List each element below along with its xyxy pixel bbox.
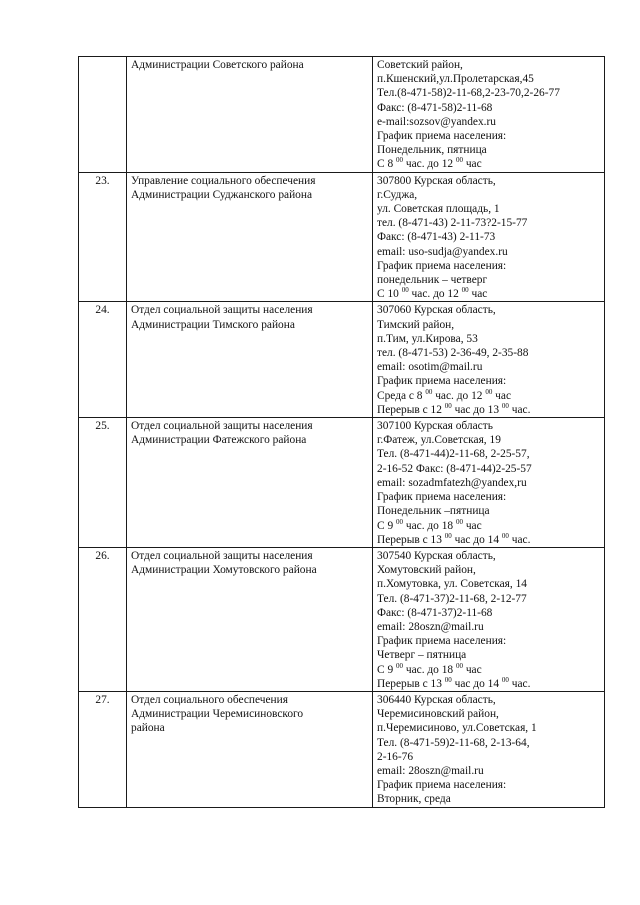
contact-text: час до 14: [451, 533, 502, 546]
contact-text: Советский район,: [377, 59, 463, 71]
time-minutes: 00: [396, 517, 403, 526]
organization-line: Отдел социальной защиты населения: [131, 549, 313, 562]
organization-line: Администрации Тимского района: [131, 318, 295, 331]
contact-line: [377, 188, 600, 202]
contact-text: час.: [508, 533, 531, 546]
contact-text: час.: [508, 677, 531, 690]
contact-line: [377, 389, 600, 403]
table-row: [79, 691, 605, 807]
contact-line: [377, 490, 600, 504]
contact-text: п.Тим, ул.Кирова, 53: [377, 332, 478, 345]
contact-details: [373, 302, 605, 418]
contact-line: [377, 58, 600, 72]
contact-text: Тел.(8-471-58)2-11-68,2-23-70,2-26-77: [377, 87, 560, 100]
contact-text: Хомутовский район,: [377, 564, 476, 577]
contact-line: [377, 346, 600, 360]
time-minutes: 00: [444, 675, 452, 684]
contact-line: [377, 764, 600, 778]
contact-line: [377, 72, 600, 86]
contact-line: [377, 663, 600, 677]
contact-line: [377, 778, 600, 792]
contact-text: 307100 Курская область: [377, 420, 493, 433]
contact-text: час. до 18: [403, 519, 456, 532]
organization-name: [127, 691, 373, 807]
contact-line: [377, 129, 600, 143]
contact-text: 307060 Курская область,: [377, 304, 496, 317]
time-minutes: 00: [444, 531, 452, 540]
contact-details: [373, 418, 605, 548]
contact-line: [377, 577, 600, 591]
contact-line: [377, 606, 600, 620]
contact-line: [377, 677, 600, 691]
contact-text: Тимский район,: [377, 318, 455, 331]
contact-text: Тел. (8-471-44)2-11-68, 2-25-57,: [377, 448, 530, 461]
contact-text: email: uso-sudja@yandex.ru: [377, 245, 508, 258]
contact-text: тел. (8-471-53) 2-36-49, 2-35-88: [377, 347, 529, 360]
organization-line: Администрации Черемисиновского: [131, 708, 304, 721]
contact-text: г.Суджа,: [377, 188, 418, 201]
table-row: [79, 57, 605, 173]
contact-line: [377, 563, 600, 577]
contact-line: [377, 721, 600, 735]
contact-text: email: 28oszn@mail.ru: [377, 764, 484, 777]
row-number: [79, 57, 127, 173]
contact-line: [377, 101, 600, 115]
contact-text: ул. Советская площадь, 1: [377, 203, 500, 216]
contact-text: час: [462, 519, 482, 532]
table-row: [79, 418, 605, 548]
organization-line: Отдел социальной защиты населения: [131, 304, 313, 317]
contact-line: [377, 592, 600, 606]
organization-name: [127, 547, 373, 691]
contact-details: [373, 172, 605, 302]
contact-text: График приема населения:: [377, 375, 507, 388]
contact-text: п.Кшенский,ул.Пролетарская,45: [377, 73, 534, 86]
table-row: [79, 172, 605, 302]
time-minutes: 00: [455, 661, 463, 670]
contact-text: 307800 Курская область,: [377, 174, 496, 187]
offices-table: [78, 56, 605, 808]
contact-text: Вторник, среда: [377, 793, 451, 806]
contact-line: [377, 419, 600, 433]
contact-text: График приема населения:: [377, 130, 507, 143]
organization-name: [127, 172, 373, 302]
contact-text: тел. (8-471-43) 2-11-73?2-15-77: [377, 217, 528, 230]
contact-text: С 9: [377, 663, 396, 676]
row-number: 24.: [79, 302, 127, 418]
contact-details: [373, 547, 605, 691]
organization-line: Администрации Советского района: [131, 59, 304, 71]
offices-table-body: [79, 57, 605, 808]
row-number: 25.: [79, 418, 127, 548]
contact-text: час. до 18: [403, 663, 456, 676]
time-minutes: 00: [485, 387, 493, 396]
time-minutes: 00: [455, 517, 463, 526]
contact-details: [373, 57, 605, 173]
contact-text: Факс: (8-471-58)2-11-68: [377, 101, 493, 114]
contact-text: Тел. (8-471-59)2-11-68, 2-13-64,: [377, 736, 530, 749]
time-minutes: 00: [501, 531, 509, 540]
contact-text: Четверг – пятница: [377, 649, 467, 662]
time-minutes: 00: [461, 286, 469, 295]
contact-text: Факс: (8-471-43) 2-11-73: [377, 231, 496, 244]
organization-line: района: [131, 722, 165, 735]
organization-name: [127, 57, 373, 173]
contact-text: Черемисиновский район,: [377, 708, 499, 721]
contact-text: час: [468, 288, 488, 301]
table-row: [79, 547, 605, 691]
contact-line: [377, 287, 600, 301]
contact-line: [377, 174, 600, 188]
contact-text: час: [462, 663, 482, 676]
contact-line: [377, 230, 600, 244]
contact-line: [377, 374, 600, 388]
organization-name: [127, 302, 373, 418]
time-minutes: 00: [401, 286, 409, 295]
contact-text: С 10: [377, 288, 402, 301]
time-minutes: 00: [396, 661, 403, 670]
contact-text: Среда с 8: [377, 389, 426, 402]
contact-text: час. до 12: [403, 158, 456, 171]
contact-line: [377, 620, 600, 634]
contact-line: [377, 504, 600, 518]
contact-text: Перерыв с 13: [377, 677, 445, 690]
organization-line: Администрации Фатежского района: [131, 434, 307, 447]
table-row: [79, 302, 605, 418]
contact-text: Перерыв с 12: [377, 403, 445, 416]
contact-line: [377, 86, 600, 100]
contact-line: [377, 259, 600, 273]
contact-line: [377, 476, 600, 490]
contact-text: Тел. (8-471-37)2-11-68, 2-12-77: [377, 592, 527, 605]
contact-line: [377, 549, 600, 563]
time-minutes: 00: [501, 675, 509, 684]
contact-text: График приема населения:: [377, 779, 507, 792]
organization-line: Администрации Суджанского района: [131, 188, 313, 201]
contact-text: п.Хомутовка, ул. Советская, 14: [377, 578, 527, 591]
contact-line: [377, 648, 600, 662]
contact-line: [377, 403, 600, 417]
contact-line: [377, 332, 600, 346]
contact-text: час: [462, 158, 482, 171]
organization-line: Управление социального обеспечения: [131, 174, 316, 187]
organization-line: Отдел социальной защиты населения: [131, 420, 313, 433]
time-minutes: 00: [455, 156, 463, 165]
contact-text: email: sozadmfatezh@yandex,ru: [377, 476, 527, 489]
contact-line: [377, 318, 600, 332]
contact-line: [377, 115, 600, 129]
contact-line: [377, 303, 600, 317]
organization-name: [127, 418, 373, 548]
contact-text: Понедельник, пятница: [377, 144, 487, 157]
contact-details: [373, 691, 605, 807]
contact-line: [377, 736, 600, 750]
contact-line: [377, 447, 600, 461]
row-number: 26.: [79, 547, 127, 691]
time-minutes: 00: [396, 156, 403, 165]
contact-text: Перерыв с 13: [377, 533, 445, 546]
contact-line: [377, 157, 600, 171]
contact-line: [377, 216, 600, 230]
contact-line: [377, 433, 600, 447]
contact-text: График приема населения:: [377, 259, 507, 272]
contact-text: График приема населения:: [377, 635, 507, 648]
row-number: 23.: [79, 172, 127, 302]
contact-line: [377, 792, 600, 806]
contact-line: [377, 707, 600, 721]
time-minutes: 00: [444, 401, 452, 410]
contact-text: час. до 12: [408, 288, 462, 301]
contact-text: 306440 Курская область,: [377, 693, 496, 706]
contact-line: [377, 360, 600, 374]
contact-text: п.Черемисиново, ул.Советская, 1: [377, 722, 537, 735]
contact-text: час до 14: [451, 677, 502, 690]
contact-text: час до 13: [451, 403, 502, 416]
contact-text: 307540 Курская область,: [377, 549, 496, 562]
contact-text: г.Фатеж, ул.Советская, 19: [377, 434, 501, 447]
contact-line: [377, 143, 600, 157]
contact-line: [377, 693, 600, 707]
contact-line: [377, 245, 600, 259]
contact-text: Факс: (8-471-37)2-11-68: [377, 606, 493, 619]
contact-line: [377, 634, 600, 648]
contact-text: понедельник – четверг: [377, 274, 488, 287]
contact-text: График приема населения:: [377, 491, 507, 504]
contact-text: 2-16-76: [377, 750, 414, 763]
contact-text: email: 28oszn@mail.ru: [377, 620, 484, 633]
contact-line: [377, 750, 600, 764]
contact-text: С 8: [377, 158, 396, 171]
row-number: 27.: [79, 691, 127, 807]
contact-text: час. до 12: [432, 389, 486, 402]
contact-text: С 9: [377, 519, 396, 532]
time-minutes: 00: [425, 387, 433, 396]
contact-text: 2-16-52 Факс: (8-471-44)2-25-57: [377, 462, 532, 475]
contact-line: [377, 533, 600, 547]
contact-line: [377, 462, 600, 476]
contact-text: Понедельник –пятница: [377, 505, 490, 518]
contact-line: [377, 202, 600, 216]
contact-text: e-mail:sozsov@yandex.ru: [377, 115, 496, 128]
contact-text: час: [492, 389, 512, 402]
contact-text: час.: [508, 403, 531, 416]
contact-text: email: osotim@mail.ru: [377, 361, 483, 374]
organization-line: Отдел социального обеспечения: [131, 693, 288, 706]
time-minutes: 00: [501, 401, 509, 410]
organization-line: Администрации Хомутовского района: [131, 564, 317, 577]
contact-line: [377, 273, 600, 287]
contact-line: [377, 519, 600, 533]
